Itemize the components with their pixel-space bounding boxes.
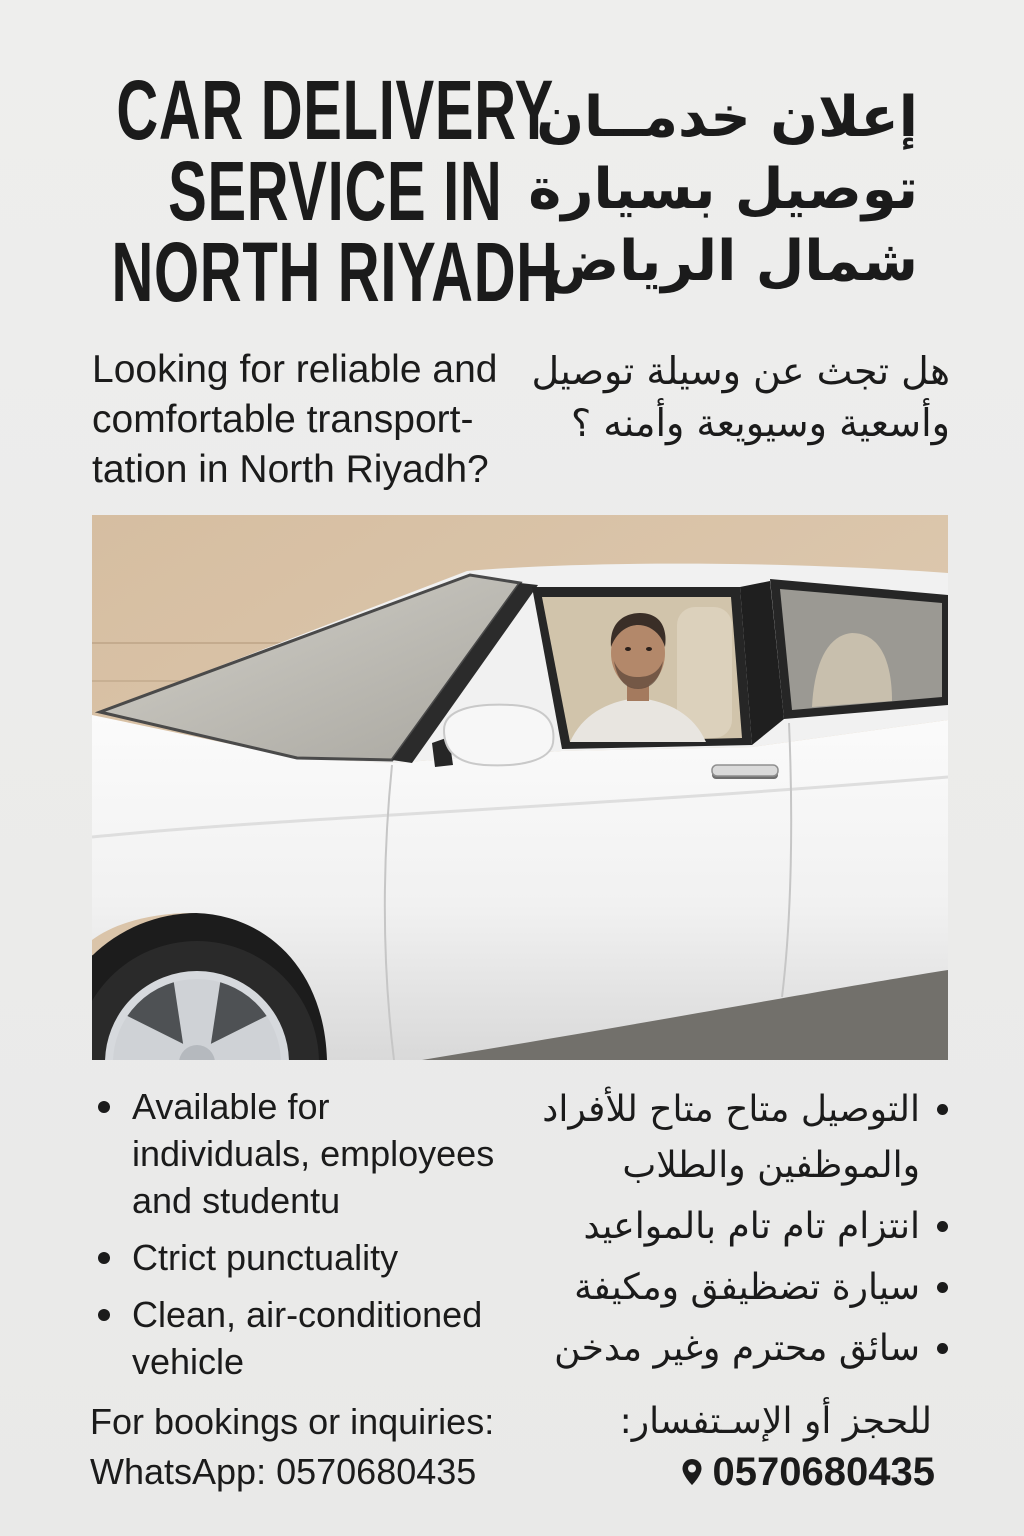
intro-ar xyxy=(520,345,950,449)
feature-text: Ctrict punctuality xyxy=(132,1237,399,1278)
driver-eye xyxy=(646,647,652,651)
door-handle xyxy=(712,765,778,776)
feature-text: Available for xyxy=(132,1086,330,1127)
bullet-dot xyxy=(98,1309,110,1321)
title-en-text: NORTH RIYADH xyxy=(111,225,559,319)
title-ar-line: توصيل بسيارة xyxy=(528,157,918,222)
title-en-line xyxy=(80,63,590,157)
bullet-dot xyxy=(937,1221,948,1232)
feature-text: انتزام تام تام بالمواعيد xyxy=(583,1206,920,1247)
intro-ar-line: هل تجث عن وسيلة توصيل xyxy=(531,349,950,393)
feature-item xyxy=(96,1234,516,1281)
title-en-line xyxy=(80,225,590,319)
feature-item xyxy=(508,1321,948,1377)
features-en xyxy=(96,1083,516,1395)
contact-ar-label xyxy=(552,1397,932,1447)
feature-text: سائق محترم وغير مدخن xyxy=(554,1328,920,1369)
phone-number: 0570680435 xyxy=(712,1450,935,1494)
intro-en-line: comfortable transport- xyxy=(92,398,474,441)
car-photo xyxy=(92,515,948,1060)
contact-ar-phone xyxy=(615,1447,935,1497)
feature-text: vehicle xyxy=(132,1341,245,1382)
contact-en xyxy=(90,1397,520,1497)
bullet-dot xyxy=(937,1104,948,1115)
title-en-text: CAR DELIVERY xyxy=(116,63,554,157)
intro-en xyxy=(92,345,522,495)
intro-en-line: tation in North Riyadh? xyxy=(92,448,489,491)
location-pin-icon xyxy=(681,1458,703,1486)
driver-eye xyxy=(625,647,631,651)
whatsapp-number: WhatsApp: 0570680435 xyxy=(90,1451,477,1492)
feature-item xyxy=(508,1260,948,1316)
title-en-text: SERVICE IN xyxy=(167,144,503,238)
title-en xyxy=(80,63,590,319)
contact-label: للحجز أو الإسـتفسار: xyxy=(619,1401,932,1442)
title-ar xyxy=(528,82,918,298)
feature-item xyxy=(508,1199,948,1255)
side-mirror xyxy=(444,705,553,766)
feature-text: Clean, air-conditioned xyxy=(132,1294,483,1335)
title-ar-line: إعلان خدمــان xyxy=(536,85,918,150)
feature-item xyxy=(96,1291,516,1385)
feature-item xyxy=(96,1083,516,1224)
car-photo-svg xyxy=(92,515,948,1060)
feature-text: individuals, employees xyxy=(132,1133,495,1174)
bullet-dot xyxy=(937,1343,948,1354)
contact-label: For bookings or inquiries: xyxy=(90,1401,495,1442)
feature-text: والموظفين والطلاب xyxy=(622,1145,920,1186)
feature-text: and studentu xyxy=(132,1180,341,1221)
feature-text: سيارة تضظيفق ومكيفة xyxy=(574,1267,920,1308)
feature-item xyxy=(508,1082,948,1194)
title-en-line xyxy=(80,144,590,238)
feature-text: التوصيل متاح متاح للأفراد xyxy=(542,1089,920,1130)
features-ar xyxy=(508,1082,948,1382)
bullet-dot xyxy=(98,1101,110,1113)
bullet-dot xyxy=(937,1282,948,1293)
title-ar-line: شمال الرياض xyxy=(543,229,918,294)
intro-en-line: Looking for reliable and xyxy=(92,348,498,391)
bullet-dot xyxy=(98,1252,110,1264)
intro-ar-line: وأسعية وسيويعة وأمنه ؟ xyxy=(571,401,950,445)
